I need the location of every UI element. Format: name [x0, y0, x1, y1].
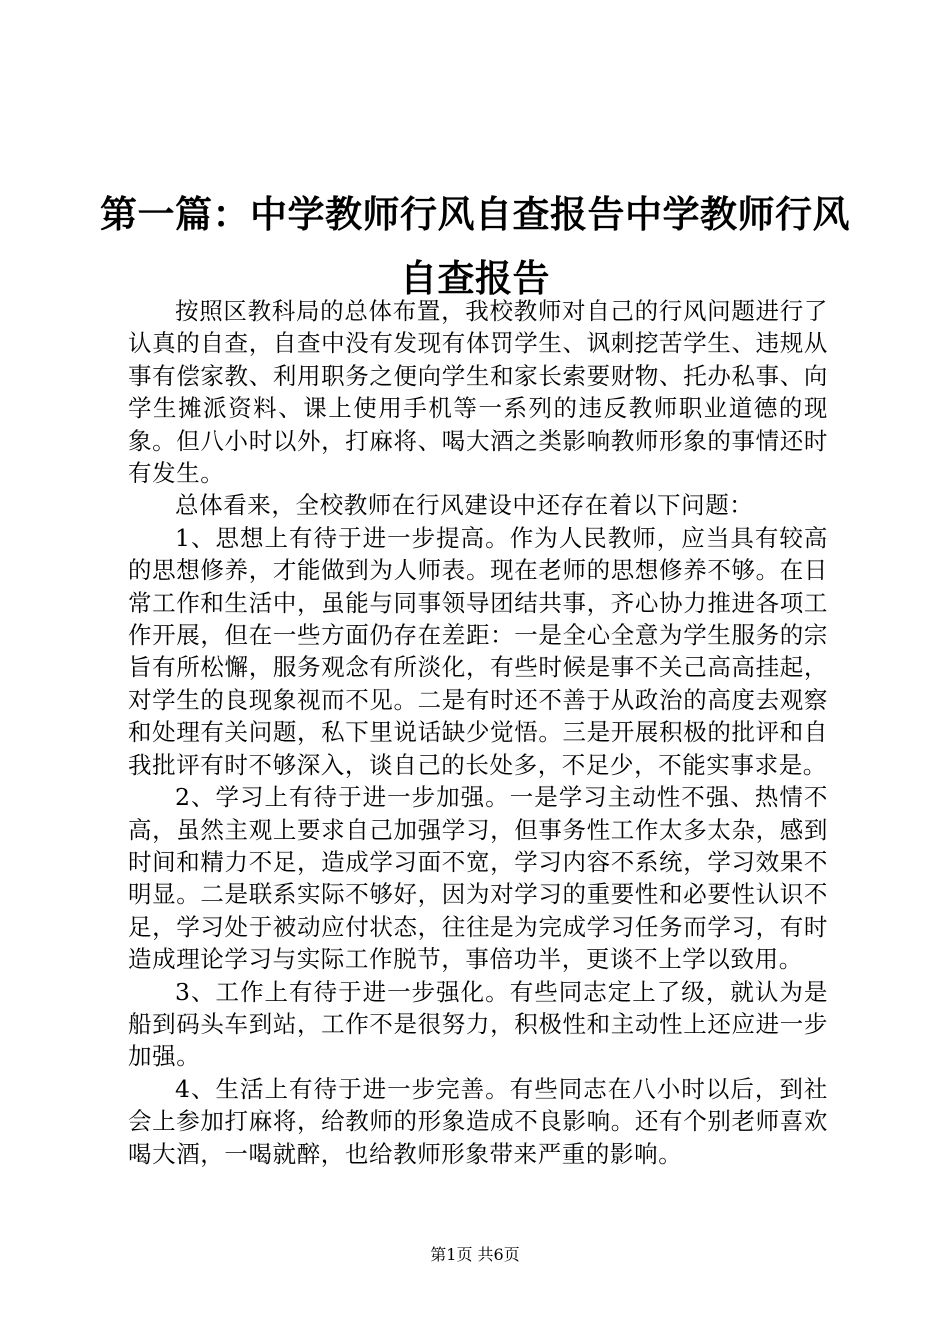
document-body: [128, 295, 828, 1170]
paragraph-item-2: 2、学习上有待于进一步加强。一是学习主动性不强、热情不高，虽然主观上要求自己加强学习，但事务性工作太多太杂，感到时间和精力不足，造成学习面不宽，学习内容不系统，学习效果不明显。二是联系实际不够好，因为对学习的重要性和必要性认识不足，学习处于被动应付状态，往往是为完成学习任务而学习，有时造成理论学习与实际工作脱节，事倍功半，更谈不上学以致用。: [128, 783, 828, 974]
paragraph-item-4: 4、生活上有待于进一步完善。有些同志在八小时以后，到社会上参加打麻将，给教师的形象造成不良影响。还有个别老师喜欢喝大酒，一喝就醉，也给教师形象带来严重的影响。: [128, 1074, 828, 1168]
paragraph-item-3: 3、工作上有待于进一步强化。有些同志定上了级，就认为是船到码头车到站，工作不是很努力，积极性和主动性上还应进一步加强。: [128, 977, 828, 1071]
paragraph-intro: 按照区教科局的总体布置，我校教师对自己的行风问题进行了认真的自查，自查中没有发现有体罚学生、讽刺挖苦学生、违规从事有偿家教、利用职务之便向学生和家长索要财物、托办私事、向学生摊派资料、课上使用手机等一系列的违反教师职业道德的现象。但八小时以外，打麻将、喝大酒之类影响教师形象的事情还时有发生。: [128, 297, 828, 488]
paragraph-summary: 总体看来，全校教师在行风建设中还存在着以下问题：: [175, 491, 754, 520]
page-number-footer: 第1页 共6页: [430, 1245, 520, 1264]
paragraph-item-1: 1、思想上有待于进一步提高。作为人民教师，应当具有较高的思想修养，才能做到为人师表。现在老师的思想修养不够。在日常工作和生活中，虽能与同事领导团结共事，齐心协力推进各项工作开展，但在一些方面仍存在差距：一是全心全意为学生服务的宗旨有所松懈，服务观念有所淡化，有些时候是事不关己高高挂起，对学生的良现象视而不见。二是有时还不善于从政治的高度去观察和处理有关问题，私下里说话缺少觉悟。三是开展积极的批评和自我批评有时不够深入，谈自己的长处多，不足少，不能实事求是。: [128, 523, 828, 779]
document-title: 第一篇：中学教师行风自查报告中学教师行风自查报告: [100, 193, 850, 300]
